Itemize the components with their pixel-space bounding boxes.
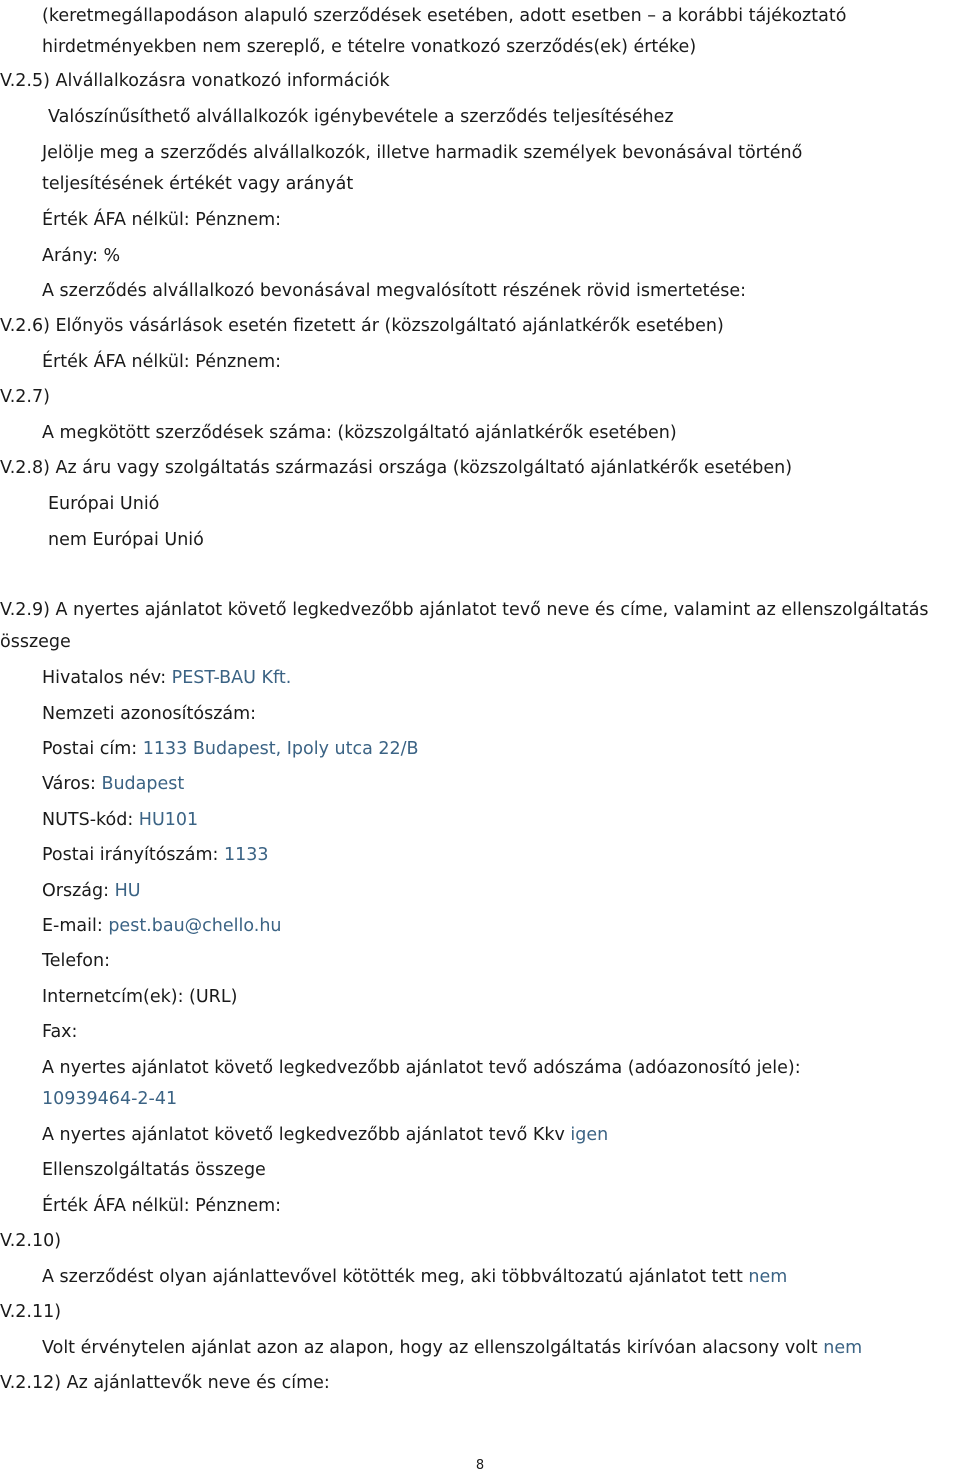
postcode-value: 1133 (223, 845, 269, 865)
country-label: Ország: (42, 881, 115, 901)
postal-address-label: Postai cím: (42, 739, 143, 759)
email-value[interactable]: pest.bau@chello.hu (108, 916, 282, 936)
v29-consideration: Ellenszolgáltatás összege (42, 1160, 266, 1180)
section-v25-heading: V.2.5) Alvállalkozásra vonatkozó információk (0, 71, 390, 91)
v29-city (42, 773, 184, 795)
nuts-code-value: HU101 (138, 810, 199, 830)
v27-contract-count: A megkötött szerződések száma: (közszolgáltató ajánlatkérők esetében) (42, 423, 677, 443)
variant-offer-value: nem (748, 1267, 788, 1287)
v29-web-address: Internetcím(ek): (URL) (42, 987, 238, 1007)
v29-national-id: Nemzeti azonosítószám: (42, 704, 257, 724)
v29-tax-id-label: A nyertes ajánlatot követő legkedvezőbb ajánlatot tevő adószáma (adóazonosító jele): (42, 1058, 801, 1078)
v29-nuts-code (42, 809, 198, 831)
v29-sme (42, 1124, 608, 1146)
country-value: HU (114, 881, 141, 901)
v29-postal-address (42, 738, 419, 760)
v210-variant-offer (42, 1266, 787, 1288)
v29-tax-id-value: 10939464-2-41 (42, 1089, 178, 1109)
v211-abnormally-low (42, 1337, 862, 1359)
v29-email (42, 915, 282, 937)
v28-option-non-eu: nem Európai Unió (48, 530, 204, 550)
v26-value-field: Érték ÁFA nélkül: Pénznem: (42, 352, 282, 372)
section-v210-heading: V.2.10) (0, 1231, 62, 1251)
v25-description-field: A szerződés alvállalkozó bevonásával megvalósított részének rövid ismertetése: (42, 281, 747, 301)
city-value: Budapest (101, 774, 185, 794)
email-label: E-mail: (42, 916, 109, 936)
v25-ratio-field: Arány: % (42, 246, 121, 266)
section-v27-heading: V.2.7) (0, 387, 50, 407)
v25-value-field: Érték ÁFA nélkül: Pénznem: (42, 210, 282, 230)
sme-value: igen (570, 1125, 609, 1145)
section-v29-heading-line-1: V.2.9) A nyertes ajánlatot követő legkedvezőbb ajánlatot tevő neve és címe, valamint az ellenszolgáltatás (0, 600, 929, 620)
postcode-label: Postai irányítószám: (42, 845, 224, 865)
section-v28-heading: V.2.8) Az áru vagy szolgáltatás származási országa (közszolgáltató ajánlatkérők esetében) (0, 458, 793, 478)
official-name-label: Hivatalos név: (42, 668, 172, 688)
section-v29-heading-line-2: összege (0, 632, 71, 652)
v29-phone: Telefon: (42, 951, 110, 971)
section-v212-heading: V.2.12) Az ajánlattevők neve és címe: (0, 1373, 330, 1393)
variant-offer-label: A szerződést olyan ajánlattevővel kötötték meg, aki többváltozatú ajánlatot tett (42, 1267, 749, 1287)
section-v211-heading: V.2.11) (0, 1302, 62, 1322)
intro-line-2: hirdetményekben nem szereplő, e tételre vonatkozó szerződés(ek) értéke) (42, 37, 697, 57)
sme-label: A nyertes ajánlatot követő legkedvezőbb ajánlatot tevő Kkv (42, 1125, 571, 1145)
v28-option-eu: Európai Unió (48, 494, 160, 514)
abnormally-low-label: Volt érvénytelen ajánlat azon az alapon, hogy az ellenszolgáltatás kirívóan alacsony volt (42, 1338, 824, 1358)
abnormally-low-value: nem (823, 1338, 863, 1358)
v29-value-field: Érték ÁFA nélkül: Pénznem: (42, 1196, 282, 1216)
official-name-value: PEST-BAU Kft. (171, 668, 292, 688)
city-label: Város: (42, 774, 102, 794)
page-number: 8 (475, 1458, 485, 1473)
intro-line-1: (keretmegállapodáson alapuló szerződések esetében, adott esetben – a korábbi tájékoztató (42, 6, 847, 26)
v25-mark-line-1: Jelölje meg a szerződés alvállalkozók, illetve harmadik személyek bevonásával történő (42, 143, 803, 163)
v29-postcode (42, 844, 269, 866)
v29-official-name (42, 667, 291, 689)
v25-likely-subcontractors: Valószínűsíthető alvállalkozók igénybevétele a szerződés teljesítéséhez (48, 107, 674, 127)
nuts-code-label: NUTS-kód: (42, 810, 139, 830)
section-v26-heading: V.2.6) Előnyös vásárlások esetén fizetett ár (közszolgáltató ajánlatkérők esetében) (0, 316, 724, 336)
v29-fax: Fax: (42, 1022, 78, 1042)
v29-country (42, 880, 141, 902)
v25-mark-line-2: teljesítésének értékét vagy arányát (42, 174, 354, 194)
postal-address-value: 1133 Budapest, Ipoly utca 22/B (142, 739, 419, 759)
